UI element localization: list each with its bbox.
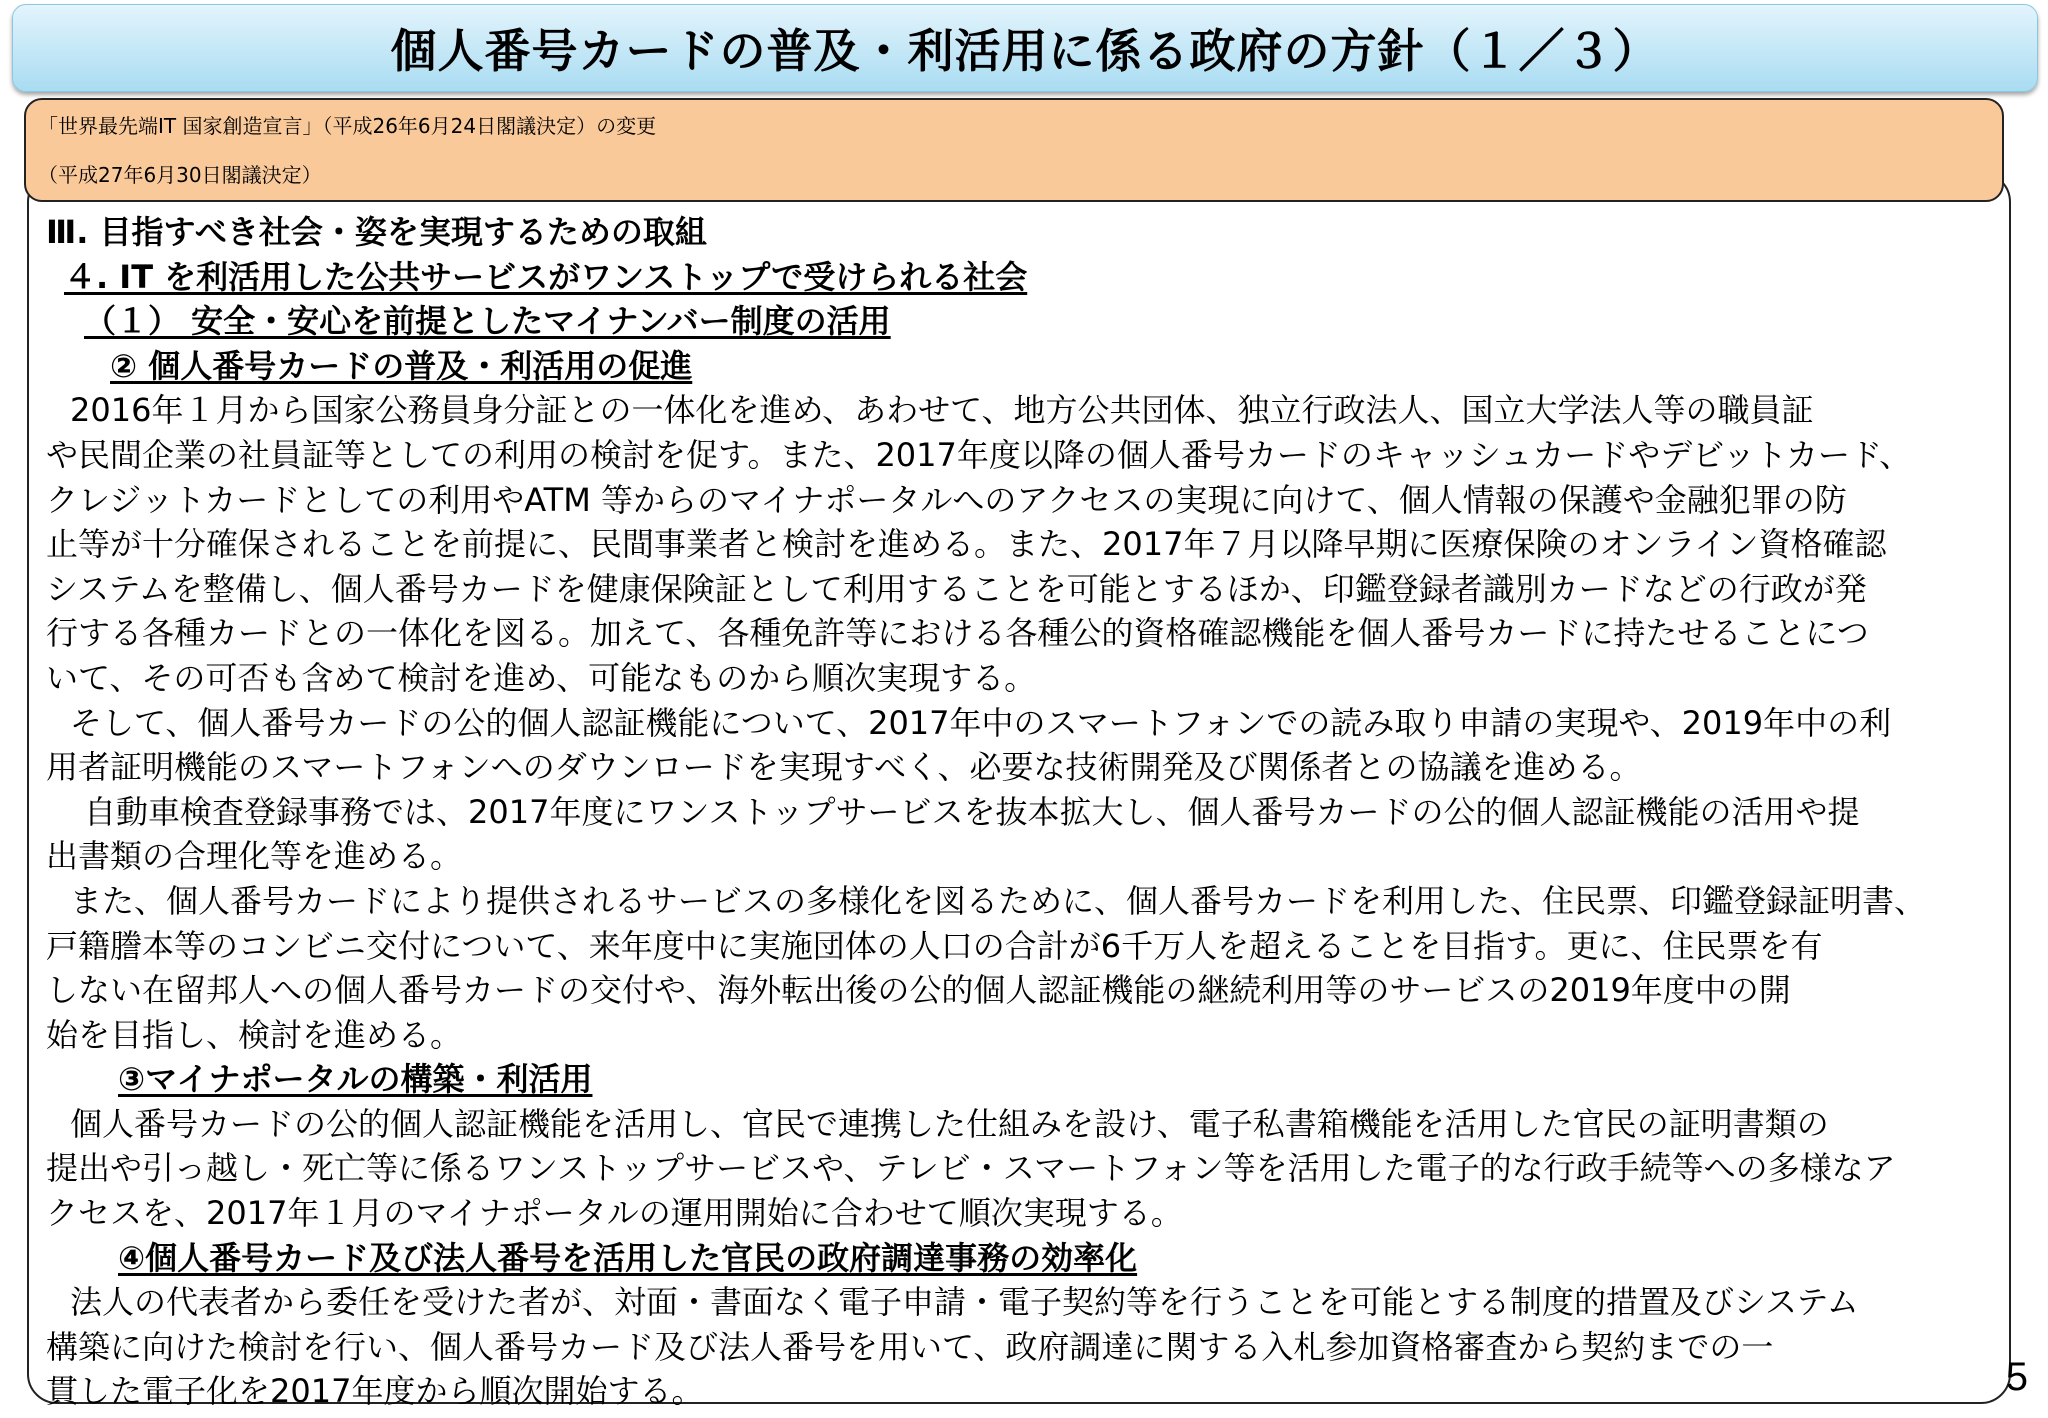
paragraph-line: 法人の代表者から委任を受けた者が、対面・書面なく電子申請・電子契約等を行うことを可能とする制度的措置及びシステム bbox=[70, 1283, 1859, 1322]
item-heading-4: ④個人番号カード及び法人番号を活用した官民の政府調達事務の効率化 bbox=[118, 1238, 1138, 1277]
paragraph-line: そして、個人番号カードの公的個人認証機能について、2017年中のスマートフォンでの読み取り申請の実現や、2019年中の利 bbox=[70, 703, 1892, 742]
paragraph-line: クレジットカードとしての利用やATM 等からのマイナポータルへのアクセスの実現に向けて、個人情報の保護や金融犯罪の防 bbox=[46, 480, 1847, 519]
subsection-heading-4-1: （１） 安全・安心を前提としたマイナンバー制度の活用 bbox=[84, 302, 891, 341]
page-number: 5 bbox=[2005, 1355, 2028, 1399]
paragraph-line: 用者証明機能のスマートフォンへのダウンロードを実現すべく、必要な技術開発及び関係者との協議を進める。 bbox=[46, 748, 1642, 787]
title-bar bbox=[12, 4, 2038, 92]
paragraph-line: クセスを、2017年１月のマイナポータルの運用開始に合わせて順次実現する。 bbox=[46, 1194, 1183, 1233]
paragraph-line: 始を目指し、検討を進める。 bbox=[46, 1015, 463, 1054]
paragraph-line: 貫した電子化を2017年度から順次開始する。 bbox=[46, 1372, 704, 1411]
subsection-heading-4: ４. IT を利活用した公共サービスがワンストップで受けられる社会 bbox=[64, 257, 1028, 296]
paragraph-line: 行する各種カードとの一体化を図る。加えて、各種免許等における各種公的資格確認機能を個人番号カードに持たせることにつ bbox=[46, 614, 1869, 653]
section-heading-3: Ⅲ. 目指すべき社会・姿を実現するための取組 bbox=[46, 213, 707, 251]
paragraph-line: 提出や引っ越し・死亡等に係るワンストップサービスや、テレビ・スマートフォン等を活用した電子的な行政手続等への多様なア bbox=[46, 1149, 1896, 1188]
subtitle-line-1: 「世界最先端IT 国家創造宣言」（平成26年6月24日閣議決定）の変更 bbox=[38, 114, 657, 138]
paragraph-line: や民間企業の社員証等としての利用の検討を促す。また、2017年度以降の個人番号カードのキャッシュカードやデビットカード、 bbox=[46, 435, 1912, 474]
body-text bbox=[46, 210, 2006, 1414]
paragraph-line: また、個人番号カードにより提供されるサービスの多様化を図るために、個人番号カードを利用した、住民票、印鑑登録証明書、 bbox=[70, 881, 1927, 920]
paragraph-line: 個人番号カードの公的個人認証機能を活用し、官民で連携した仕組みを設け、電子私書箱機能を活用した官民の証明書類の bbox=[70, 1104, 1829, 1143]
paragraph-line: しない在留邦人への個人番号カードの交付や、海外転出後の公的個人認証機能の継続利用等のサービスの2019年度中の開 bbox=[46, 971, 1791, 1010]
paragraph-line: システムを整備し、個人番号カードを健康保険証として利用することを可能とするほか、印鑑登録者識別カードなどの行政が発 bbox=[46, 569, 1867, 608]
paragraph-line: 2016年１月から国家公務員身分証との一体化を進め、あわせて、地方公共団体、独立行政法人、国立大学法人等の職員証 bbox=[70, 391, 1814, 430]
item-heading-2: ② 個人番号カードの普及・利活用の促進 bbox=[110, 346, 693, 385]
subtitle-box bbox=[24, 98, 2004, 202]
paragraph-line: 戸籍謄本等のコンビニ交付について、来年度中に実施団体の人口の合計が6千万人を超えることを目指す。更に、住民票を有 bbox=[46, 926, 1823, 965]
item-heading-3: ③マイナポータルの構築・利活用 bbox=[118, 1060, 593, 1099]
paragraph-line: 自動車検査登録事務では、2017年度にワンストップサービスを抜本拡大し、個人番号カードの公的個人認証機能の活用や提 bbox=[84, 792, 1860, 831]
page-title: 個人番号カードの普及・利活用に係る政府の方針（１／３） bbox=[390, 24, 1660, 78]
paragraph-line: いて、その可否も含めて検討を進め、可能なものから順次実現する。 bbox=[46, 658, 1037, 697]
paragraph-line: 構築に向けた検討を行い、個人番号カード及び法人番号を用いて、政府調達に関する入札参加資格審査から契約までの一 bbox=[46, 1327, 1774, 1366]
subtitle-line-2: （平成27年6月30日閣議決定） bbox=[38, 163, 322, 187]
paragraph-line: 出書類の合理化等を進める。 bbox=[46, 837, 463, 876]
paragraph-line: 止等が十分確保されることを前提に、民間事業者と検討を進める。また、2017年７月以降早期に医療保険のオンライン資格確認 bbox=[46, 525, 1887, 564]
